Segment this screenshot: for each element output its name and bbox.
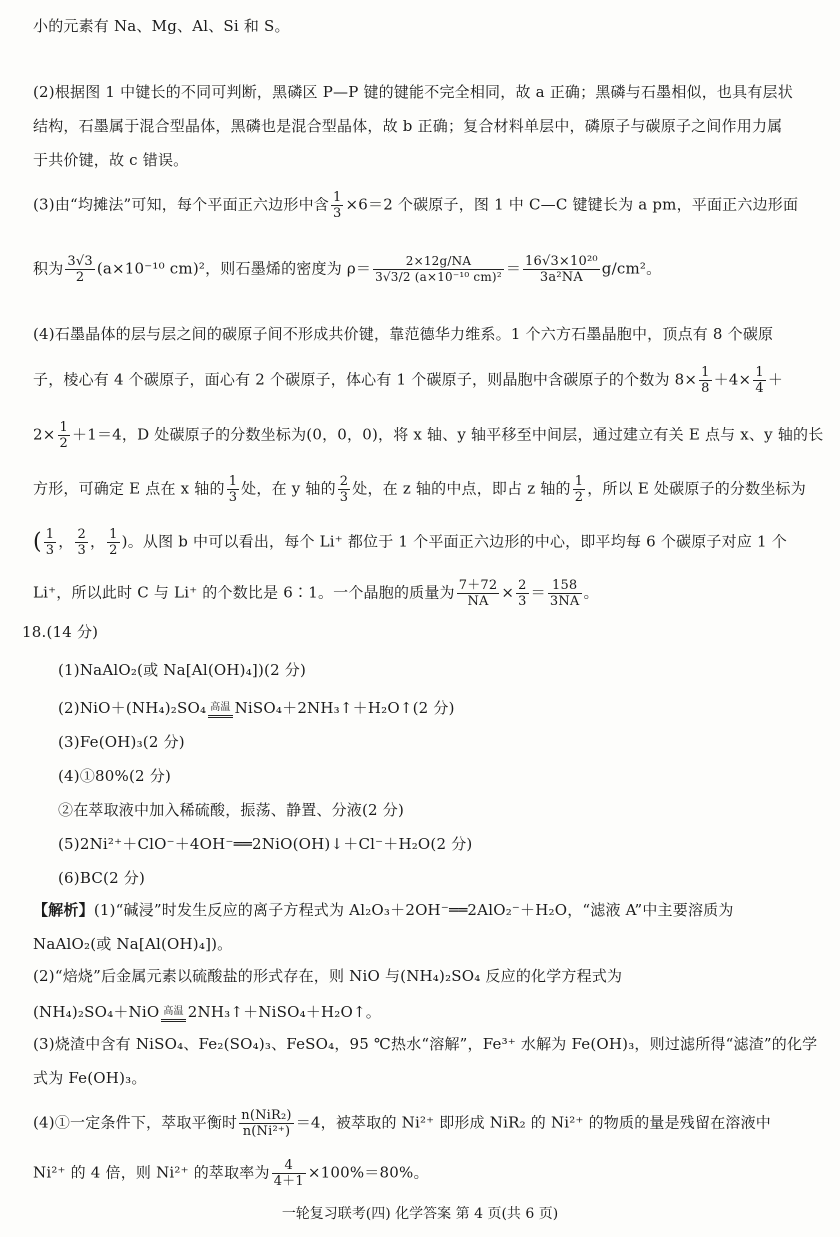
numerator: 1 — [228, 474, 238, 489]
numerator: 1 — [45, 527, 55, 542]
numerator: 3√3 — [67, 254, 93, 269]
analysis-line: NaAlO₂(或 Na[Al(OH)₄])。 — [33, 935, 233, 953]
text: ，所以 E 处碳原子的分数坐标为 — [587, 479, 806, 498]
paren: ( — [33, 529, 42, 555]
fraction — [699, 365, 711, 396]
paragraph-line — [33, 527, 800, 558]
answer-line: (1)NaAlO₂(或 Na[Al(OH)₄])(2 分) — [58, 661, 307, 679]
paragraph-line: (4)石墨晶体的层与层之间的碳原子间不形成共价键，靠范德华力维系。1 个六方石墨晶胞中，顶点有 8 个碳原 — [33, 325, 774, 343]
denominator: 2 — [75, 270, 85, 285]
paragraph-line: 结构，石墨属于混合型晶体，黑磷也是混合型晶体，故 b 正确；复合材料单层中，磷原子与碳原子之间作用力属 — [33, 117, 783, 135]
text: )。从图 b 中可以看出，每个 Li⁺ 都位于 1 个平面正六边形的中心，即平均每 6 个碳原子对应 1 个 — [121, 532, 787, 551]
answer-line: ②在萃取液中加入稀硫酸，振荡、静置、分液(2 分) — [58, 801, 405, 819]
text: ＝ — [505, 259, 522, 278]
text: ， — [89, 532, 106, 551]
denominator: n(Ni²⁺) — [242, 1124, 291, 1139]
numerator: 1 — [333, 190, 342, 205]
text: ＋1＝4，D 处碳原子的分数坐标为(0，0，0)，将 x 轴、y 轴平移至中间层，通过建立有关 E 点与 x、y 轴的长 — [72, 425, 824, 444]
fraction — [227, 474, 239, 505]
text: ＋ — [767, 370, 784, 389]
fraction — [239, 1108, 293, 1139]
numerator: 1 — [701, 365, 710, 380]
paragraph-line — [33, 365, 800, 396]
text: (2)NiO＋(NH₄)₂SO₄ — [58, 699, 207, 717]
fraction — [548, 578, 582, 609]
question-title: 18.(14 分) — [22, 623, 99, 641]
denominator: 2 — [109, 543, 118, 558]
text: NiSO₄＋2NH₃↑＋H₂O↑(2 分) — [234, 699, 455, 717]
fraction — [331, 190, 343, 221]
analysis-line — [33, 1108, 800, 1139]
denominator: 2 — [574, 490, 584, 505]
text: 方形，可确定 E 点在 x 轴的 — [33, 479, 225, 498]
fraction — [107, 527, 119, 558]
text: 子，棱心有 4 个碳原子，面心有 2 个碳原子，体心有 1 个碳原子，则晶胞中含碳原子的个数为 8× — [33, 370, 698, 389]
page-footer: 一轮复习联考(四) 化学答案 第 4 页(共 6 页) — [281, 1206, 559, 1222]
denominator: 3 — [333, 206, 342, 221]
answer-line: (4)①80%(2 分) — [58, 767, 172, 785]
fraction — [272, 1158, 306, 1189]
text: ＋4× — [713, 370, 752, 389]
paragraph-line: 小的元素有 Na、Mg、Al、Si 和 S。 — [33, 17, 290, 35]
numerator: 7＋72 — [458, 578, 498, 593]
fraction — [44, 527, 56, 558]
paragraph-line — [33, 420, 824, 451]
denominator: 4 — [755, 381, 764, 396]
fraction — [753, 365, 765, 396]
denominator: 3 — [228, 490, 238, 505]
fraction — [457, 578, 500, 609]
numerator: 1 — [59, 420, 68, 435]
denominator: 3√3/2 (a×10⁻¹⁰ cm)² — [375, 270, 502, 284]
answer-line: (6)BC(2 分) — [58, 869, 146, 887]
text: 2NH₃↑＋NiSO₄＋H₂O↑。 — [187, 1003, 381, 1021]
text: 2× — [33, 425, 56, 444]
analysis-line: (2)“焙烧”后金属元素以硫酸盐的形式存在，则 NiO 与(NH₄)₂SO₄ 反应的化学方程式为 — [33, 967, 623, 985]
denominator: 3NA — [549, 594, 580, 609]
text: (a×10⁻¹⁰ cm)²，则石墨烯的密度为 ρ＝ — [96, 259, 372, 278]
numerator: 2 — [77, 527, 86, 542]
numerator: 2 — [339, 474, 349, 489]
numerator: 2×12g/NA — [373, 254, 504, 270]
text: (4)①一定条件下，萃取平衡时 — [33, 1113, 238, 1132]
condition: 高温 — [208, 700, 232, 718]
numerator: 158 — [548, 578, 582, 594]
analysis-line — [33, 1158, 800, 1189]
fraction — [516, 578, 528, 609]
numerator: 4 — [272, 1158, 306, 1174]
text: ＝ — [530, 583, 546, 602]
text: (NH₄)₂SO₄＋NiO — [33, 1003, 160, 1021]
fraction — [58, 420, 70, 451]
text: ， — [58, 532, 74, 551]
analysis-line — [33, 900, 800, 920]
answer-line: (5)2Ni²⁺＋ClO⁻＋4OH⁻══2NiO(OH)↓＋Cl⁻＋H₂O(2 分) — [58, 835, 473, 853]
numerator: n(NiR₂) — [241, 1108, 292, 1123]
text: ×6＝2 个碳原子，图 1 中 C—C 键键长为 a pm，平面正六边形面 — [345, 195, 799, 214]
denominator: 3a²NA — [539, 270, 583, 285]
paragraph-line: (2)根据图 1 中键长的不同可判断，黑磷区 P—P 键的键能不完全相同，故 a 正确；黑磷与石墨相似，也具有层状 — [33, 83, 793, 101]
analysis-line: 式为 Fe(OH)₃。 — [33, 1069, 147, 1087]
condition: 高温 — [161, 1004, 185, 1022]
numerator: 16√3×10²⁰ — [525, 254, 598, 269]
numerator: 1 — [574, 474, 584, 489]
numerator: 2 — [518, 578, 527, 593]
answer-line — [58, 698, 800, 718]
denominator: 4＋1 — [273, 1174, 304, 1189]
denominator: 3 — [45, 543, 55, 558]
fraction — [75, 527, 87, 558]
text: Li⁺，所以此时 C 与 Li⁺ 的个数比是 6∶1。一个晶胞的质量为 — [33, 583, 455, 602]
text: 积为 — [33, 259, 64, 278]
fraction — [523, 254, 600, 285]
numerator: 1 — [755, 365, 764, 380]
paragraph-line — [33, 254, 800, 285]
paragraph-line: 于共价键，故 c 错误。 — [33, 151, 189, 169]
paragraph-line — [33, 578, 800, 609]
numerator: 1 — [109, 527, 118, 542]
fraction — [338, 474, 350, 505]
analysis-line: (3)烧渣中含有 NiSO₄、Fe₂(SO₄)₃、FeSO₄，95 ℃热水“溶解”，Fe³⁺ 水解为 Fe(OH)₃，则过滤所得“滤渣”的化学 — [33, 1035, 818, 1053]
denominator: 2 — [59, 436, 68, 451]
denominator: 8 — [701, 381, 710, 396]
denominator: 3 — [339, 490, 349, 505]
answer-line: (3)Fe(OH)₃(2 分) — [58, 733, 185, 751]
text: ＝4，被萃取的 Ni²⁺ 即形成 NiR₂ 的 Ni²⁺ 的物质的量是残留在溶液中 — [295, 1113, 771, 1132]
reaction-condition — [208, 700, 232, 718]
analysis-line — [33, 1002, 800, 1022]
reaction-condition — [161, 1004, 185, 1022]
fraction — [573, 474, 585, 505]
denominator: 3 — [518, 594, 527, 609]
text: (3)由“均摊法”可知，每个平面正六边形中含 — [33, 195, 329, 214]
text: × — [501, 583, 515, 602]
text: 。 — [583, 583, 599, 602]
fraction — [65, 254, 94, 285]
text: ×100%＝80%。 — [307, 1163, 429, 1182]
denominator: 3 — [77, 543, 86, 558]
text: (1)“碱浸”时发生反应的离子方程式为 Al₂O₃＋2OH⁻══2AlO₂⁻＋H₂O，“滤液 A”中主要溶质为 — [93, 901, 734, 919]
denominator: NA — [467, 594, 489, 609]
text: Ni²⁺ 的 4 倍，则 Ni²⁺ 的萃取率为 — [33, 1163, 270, 1182]
analysis-label: 【解析】 — [33, 901, 94, 919]
text: g/cm²。 — [601, 259, 662, 278]
text: 处，在 y 轴的 — [241, 479, 336, 498]
text: 处，在 z 轴的中点，即占 z 轴的 — [352, 479, 571, 498]
paragraph-line — [33, 190, 800, 221]
density-fraction — [373, 254, 504, 285]
paragraph-line — [33, 474, 806, 505]
